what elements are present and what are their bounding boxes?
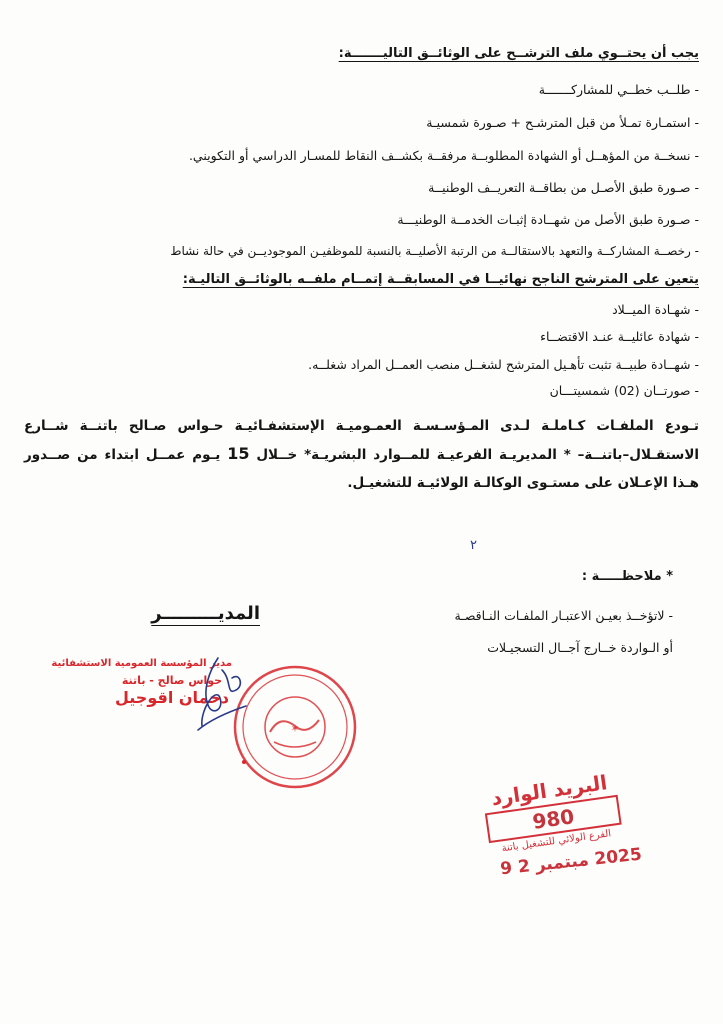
received-stamp-date: 2025 مبتمبر 2 9 xyxy=(499,844,643,880)
note-title: * ملاحظـــــة : xyxy=(581,569,673,584)
deposit-paragraph xyxy=(24,412,699,497)
list-item: - استمـارة تمـلأ من قبل المترشـح + صـورة شمسيـة xyxy=(426,115,699,130)
list-item: - رخصــة المشاركــة والتعهد بالاستقالــة من الرتبة الأصليــة بالنسبة للموظفيـن الموجوديــن في حالة نشاط xyxy=(170,244,699,258)
list-item: - طلــب خطــي للمشاركـــــــة xyxy=(538,82,699,97)
list-item: - شهادة عائليــة عنـد الاقتضــاء xyxy=(540,329,699,344)
list-item: - شهــادة طبيــة تثبت تأهـيل المترشح لشغــل منصب العمــل المراد شغلــه. xyxy=(308,357,699,372)
handwritten-signature-icon xyxy=(180,650,260,740)
received-stamp-office: الفرع الولائي للتشغيل باتنة xyxy=(500,828,612,855)
deposit-text-part2: يـوم عمــل ابتداء من صــدور هـذا الإعـلان على مستـوى الوكالـة الولائيـة للتشغيـل. xyxy=(24,447,699,491)
received-stamp-title: البريد الوارد xyxy=(489,770,609,811)
stamp-line: حواس صالح - باتنة xyxy=(121,674,223,687)
director-title: المديـــــــــر xyxy=(151,603,260,624)
received-stamp-number: 980 xyxy=(485,795,622,843)
svg-text:✶: ✶ xyxy=(290,722,300,735)
list-item: - نسخــة من المؤهــل أو الشهادة المطلوبــة مرفقــة بكشــف النقاط للمسـار الدراسي أو التكويني. xyxy=(188,148,699,163)
list-item: - صـورة طبق الأصـل من بطاقــة التعريــف الوطنيــة xyxy=(428,180,699,195)
required-documents-heading: يجب أن يحتــوي ملف الترشــح على الوثائــق التاليـــــــة: xyxy=(338,46,699,61)
deposit-text-part1: تـودع الملفـات كـاملـة لـدى المـؤسـسـة العمـوميـة الإستشفـائيـة حـواس صـالح باتنــة شــارع الاستقـلال–باتنــة– * المديريـة الفرعيـة للمــوارد البشريـة* خــلال xyxy=(24,418,700,463)
deposit-days: 15 xyxy=(227,444,250,463)
list-item: - صورتــان (02) شمسيتـــان xyxy=(549,383,699,398)
margin-mark: ٢ xyxy=(470,538,477,553)
successful-candidate-heading: يتعين على المترشح الناجح نهائيــا في المسابقــة إتمــام ملفــه بالوثائــق التاليـة: xyxy=(182,272,699,287)
stamp-line: دحمان اقوجيل xyxy=(114,688,230,707)
note-line: أو الـواردة خــارج آجــال التسجيـلات xyxy=(487,640,673,655)
list-item: - صـورة طبق الأصل من شهــادة إثبـات الخدمــة الوطنيـــة xyxy=(397,212,699,227)
stamp-line: مدير المؤسسة العمومية الاستشفائية xyxy=(51,658,232,669)
note-line: - لاتؤخــذ بعيـن الاعتبـار الملفـات النـاقصـة xyxy=(454,608,673,623)
list-item: - شهـادة الميــلاد xyxy=(612,302,699,317)
